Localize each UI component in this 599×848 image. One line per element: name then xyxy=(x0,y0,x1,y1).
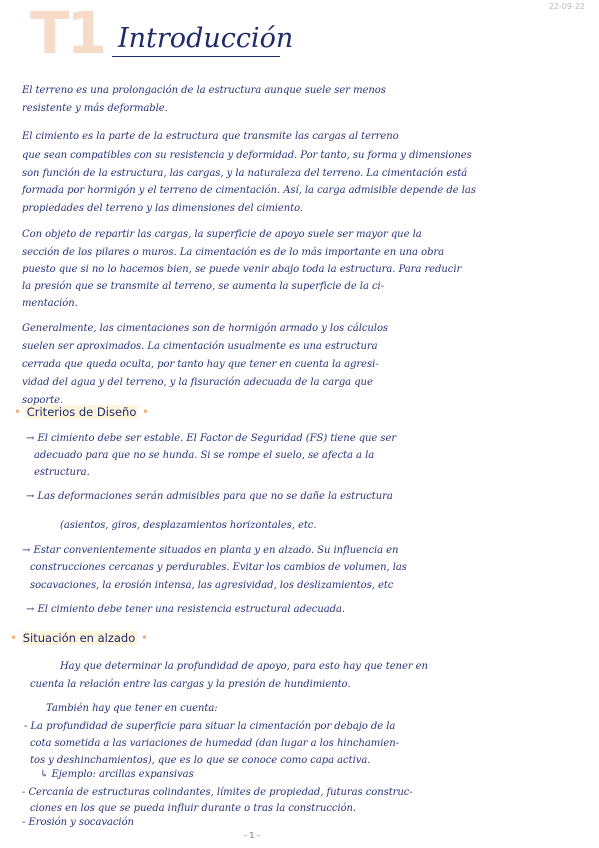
text-line: → Estar convenientemente situados en planta y en alzado. Su influencia en xyxy=(22,545,399,556)
text-line: son función de la estructura, las cargas, y la naturaleza del terreno. La cimentación está xyxy=(22,168,468,179)
page-title: Introducción xyxy=(118,23,294,54)
text-line: formada por hormigón y el terreno de cimentación. Así, la carga admisible depende de las xyxy=(22,185,476,196)
text-line: tos y deshinchamientos), que es lo que se conoce como capa activa. xyxy=(30,755,371,766)
unit-number: T1 xyxy=(30,0,104,67)
text-line: vidad del agua y del terreno, y la fisuración adecuada de la carga que xyxy=(22,377,373,388)
text-line: propiedades del terreno y las dimensiones del cimiento. xyxy=(22,203,304,214)
text-line: Generalmente, las cimentaciones son de hormigón armado y los cálculos xyxy=(22,323,388,334)
text-line: adecuado para que no se hunda. Si se rompe el suelo, se afecta a la xyxy=(34,450,375,461)
title-underline xyxy=(112,56,280,57)
text-line: cerrada que queda oculta, por tanto hay que tener en cuenta la agresi- xyxy=(22,359,379,370)
text-line: que sean compatibles con su resistencia y deformidad. Por tanto, su forma y dimensiones xyxy=(22,150,472,161)
text-line: - Cercanía de estructuras colindantes, límites de propiedad, futuras construc- xyxy=(22,787,413,798)
heading-text: Situación en alzado xyxy=(22,631,136,645)
text-line: El cimiento es la parte de la estructura que transmite las cargas al terreno xyxy=(22,131,399,142)
text-line: cuenta la relación entre las cargas y la presión de hundimiento. xyxy=(30,679,351,690)
text-line: ↳ Ejemplo: arcillas expansivas xyxy=(40,769,194,780)
bullet-dot-icon: • xyxy=(140,631,148,645)
text-line: Hay que determinar la profundidad de apoyo, para esto hay que tener en xyxy=(60,661,428,672)
text-line: cota sometida a las variaciones de humedad (dan lugar a los hinchamien- xyxy=(30,738,399,749)
text-line: ciones en los que se pueda influir durante o tras la construcción. xyxy=(30,803,357,814)
text-line: → El cimiento debe ser estable. El Factor de Seguridad (FS) tiene que ser xyxy=(26,433,397,444)
section-heading-situacion xyxy=(10,630,148,646)
text-line: la presión que se transmite al terreno, se aumenta la superficie de la ci- xyxy=(22,281,385,292)
heading-text: Criterios de Diseño xyxy=(26,405,137,419)
text-line: Con objeto de repartir las cargas, la superficie de apoyo suele ser mayor que la xyxy=(22,229,422,240)
text-line: puesto que si no lo hacemos bien, se puede venir abajo toda la estructura. Para reducir xyxy=(22,264,462,275)
also-consider-label: También hay que tener en cuenta: xyxy=(46,703,218,714)
text-line: sección de los pilares o muros. La cimentación es de lo más importante en una obra xyxy=(22,247,445,258)
date-stamp: 22-09-22 xyxy=(548,2,585,11)
bullet-dot-icon: • xyxy=(10,631,18,645)
text-line: (asientos, giros, desplazamientos horizontales, etc. xyxy=(60,520,317,531)
text-line: → El cimiento debe tener una resistencia estructural adecuada. xyxy=(26,604,346,615)
text-line: suelen ser aproximados. La cimentación usualmente es una estructura xyxy=(22,341,378,352)
text-line: → Las deformaciones serán admisibles para que no se dañe la estructura xyxy=(26,491,393,502)
text-line: - La profundidad de superficie para situar la cimentación por debajo de la xyxy=(24,721,396,732)
text-line: socavaciones, la erosión intensa, las agresividad, los deslizamientos, etc xyxy=(30,580,394,591)
section-heading-criterios xyxy=(14,404,149,420)
text-line: El terreno es una prolongación de la estructura aunque suele ser menos xyxy=(22,85,386,96)
page-number: - 1 - xyxy=(244,831,260,840)
text-line: construcciones cercanas y perdurables. Evitar los cambios de volumen, las xyxy=(30,562,407,573)
bullet-dot-icon: • xyxy=(14,405,22,419)
text-line: estructura. xyxy=(34,467,90,478)
bullet-dot-icon: • xyxy=(142,405,150,419)
text-line: resistente y más deformable. xyxy=(22,103,168,114)
text-line: - Erosión y socavación xyxy=(22,817,134,828)
text-line: soporte. xyxy=(22,395,64,406)
text-line: mentación. xyxy=(22,298,78,309)
